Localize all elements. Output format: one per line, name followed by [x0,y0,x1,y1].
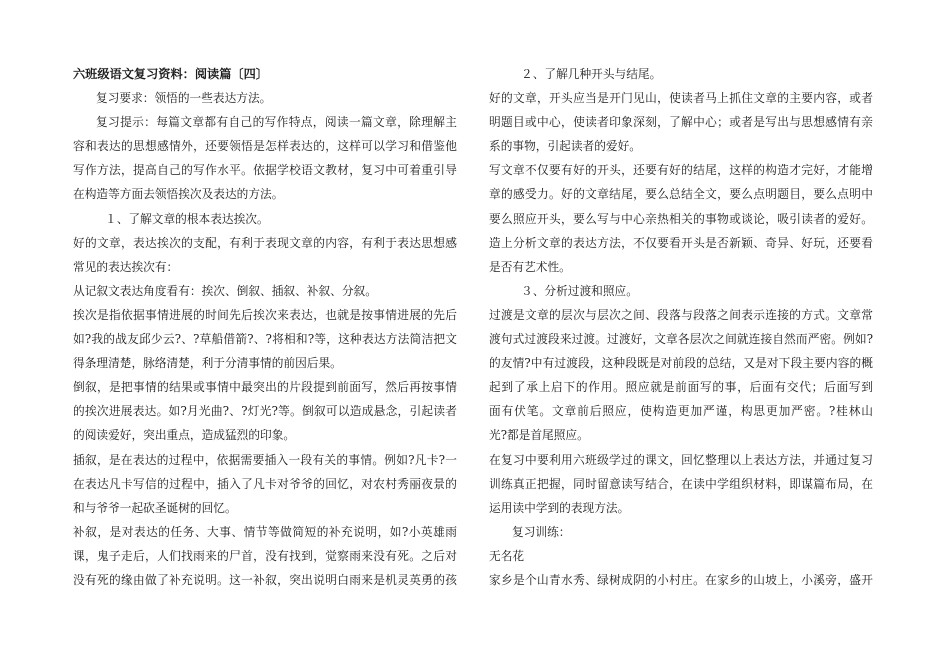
paragraph-line: 章的感受力。好的文章结尾，要么总结全文，要么点明题目，要么点明中 [489,187,873,202]
paragraph-line: 运用读中学到的表现方法。 [489,500,630,515]
paragraph-line: 写作方法，提高自己的写作水平。依据学校语文教材，复习中可着重引导 [73,163,457,178]
paragraph-line: 家乡是个山青水秀、绿树成阴的小村庄。在家乡的山坡上，小溪旁，盛开 [489,572,873,587]
paragraph-line: 如?我的战友邱少云?、?草船借箭?、?将相和?等，这种表达方法简洁把文 [73,332,457,347]
paragraph-line: 要么照应开头，要么写与中心亲热相关的事物或谈论，吸引读者的爱好。 [489,211,873,226]
paragraph-line: 复习要求：领悟的一些表达方法。 [96,91,272,106]
paragraph-line: 补叙，是对表达的任务、大事、情节等做简短的补充说明，如?小英雄雨 [73,524,457,539]
paragraph-line: 在构造等方面去领悟挨次及表达的方法。 [73,187,284,202]
paragraph-line: 好的文章，开头应当是开门见山，使读者马上抓住文章的主要内容，或者 [489,91,873,106]
section-heading: ２、了解几种开头与结尾。 [521,67,662,81]
paragraph-line: 复习提示：每篇文章都有自己的写作特点，阅读一篇文章，除理解主 [96,115,457,130]
section-heading: ３、分析过渡和照应。 [521,283,638,298]
paragraph-line: 常见的表达挨次有： [73,259,179,274]
paragraph-line: 好的文章，表达挨次的支配，有利于表现文章的内容，有利于表达思想感 [73,235,457,250]
section-heading: 复习训练： [512,524,571,539]
left-column [73,62,457,592]
paragraph-line: 的阅读爱好，突出重点，造成猛烈的印象。 [73,428,296,443]
paragraph-line: 是否有艺术性。 [489,259,571,274]
paragraph-line: 容和表达的思想感情外，还要领悟是怎样表达的，这样可以学习和借鉴他 [73,139,457,154]
paragraph-line: 挨次是指依据事情进展的时间先后挨次来表达，也就是按事情进展的先后 [73,307,457,322]
paragraph-line: 在表达凡卡写信的过程中，插入了凡卡对爷爷的回忆，对农村秀丽夜景的 [73,476,457,491]
paragraph-line: 系的事物，引起读者的爱好。 [489,139,641,154]
document-title: 六班级语文复习资料：阅读篇〔四〕 [73,67,268,81]
paragraph-line: 的挨次进展表达。如?月光曲?、?灯光?等。倒叙可以造成悬念，引起读者 [73,404,457,419]
paragraph-line: 在复习中要利用六班级学过的课文，回忆整理以上表达方法，并通过复习 [489,452,873,467]
paragraph-line: 面有伏笔。文章前后照应，使构造更加严谨，构思更加严密。?桂林山 [489,404,873,419]
right-column [489,62,873,592]
paragraph-line: 倒叙，是把事情的结果或事情中最突出的片段提到前面写，然后再按事情 [73,380,457,395]
paragraph-line: 得条理清楚，脉络清楚，利于分清事情的前因后果。 [73,356,342,371]
paragraph-line: 光?都是首尾照应。 [489,428,589,443]
paragraph-line: 训练真正把握，同时留意读写结合，在读中学组织材料，即谋篇布局，在 [489,476,873,491]
section-heading: １、了解文章的根本表达挨次。 [105,211,269,226]
paragraph-line: 和与爷爷一起砍圣诞树的回忆。 [73,500,237,515]
paragraph-line: 从记叙文表达角度看有：挨次、倒叙、插叙、补叙、分叙。 [73,283,377,298]
paragraph-line: 明题目或中心，使读者印象深刻，了解中心；或者是写出与思想感情有亲 [489,115,873,130]
paragraph-line: 的友情?中有过渡段，这种段既是对前段的总结，又是对下段主要内容的概 [489,356,873,371]
paragraph-line: 造上分析文章的表达方法，不仅要看开头是否新颖、奇异、好玩，还要看 [489,235,873,250]
story-title: 无名花 [489,548,525,563]
paragraph-line: 写文章不仅要有好的开头，还要有好的结尾，这样的构造才完好，才能增 [489,163,873,178]
paragraph-line: 课，鬼子走后，人们找雨来的尸首，没有找到，觉察雨来没有死。之后对 [73,548,457,563]
paragraph-line: 起到了承上启下的作用。照应就是前面写的事，后面有交代；后面写到 [489,380,873,395]
paragraph-line: 过渡是文章的层次与层次之间、段落与段落之间表示连接的方式。文章常 [489,307,873,322]
paragraph-line: 渡句式过渡段来过渡。过渡好，文章各层次之间就连接自然而严密。例如? [489,332,873,347]
paragraph-line: 插叙，是在表达的过程中，依据需要插入一段有关的事情。例如?凡卡?一 [73,452,457,467]
paragraph-line: 没有死的缘由做了补充说明。这一补叙，突出说明白雨来是机灵英勇的孩 [73,572,457,587]
